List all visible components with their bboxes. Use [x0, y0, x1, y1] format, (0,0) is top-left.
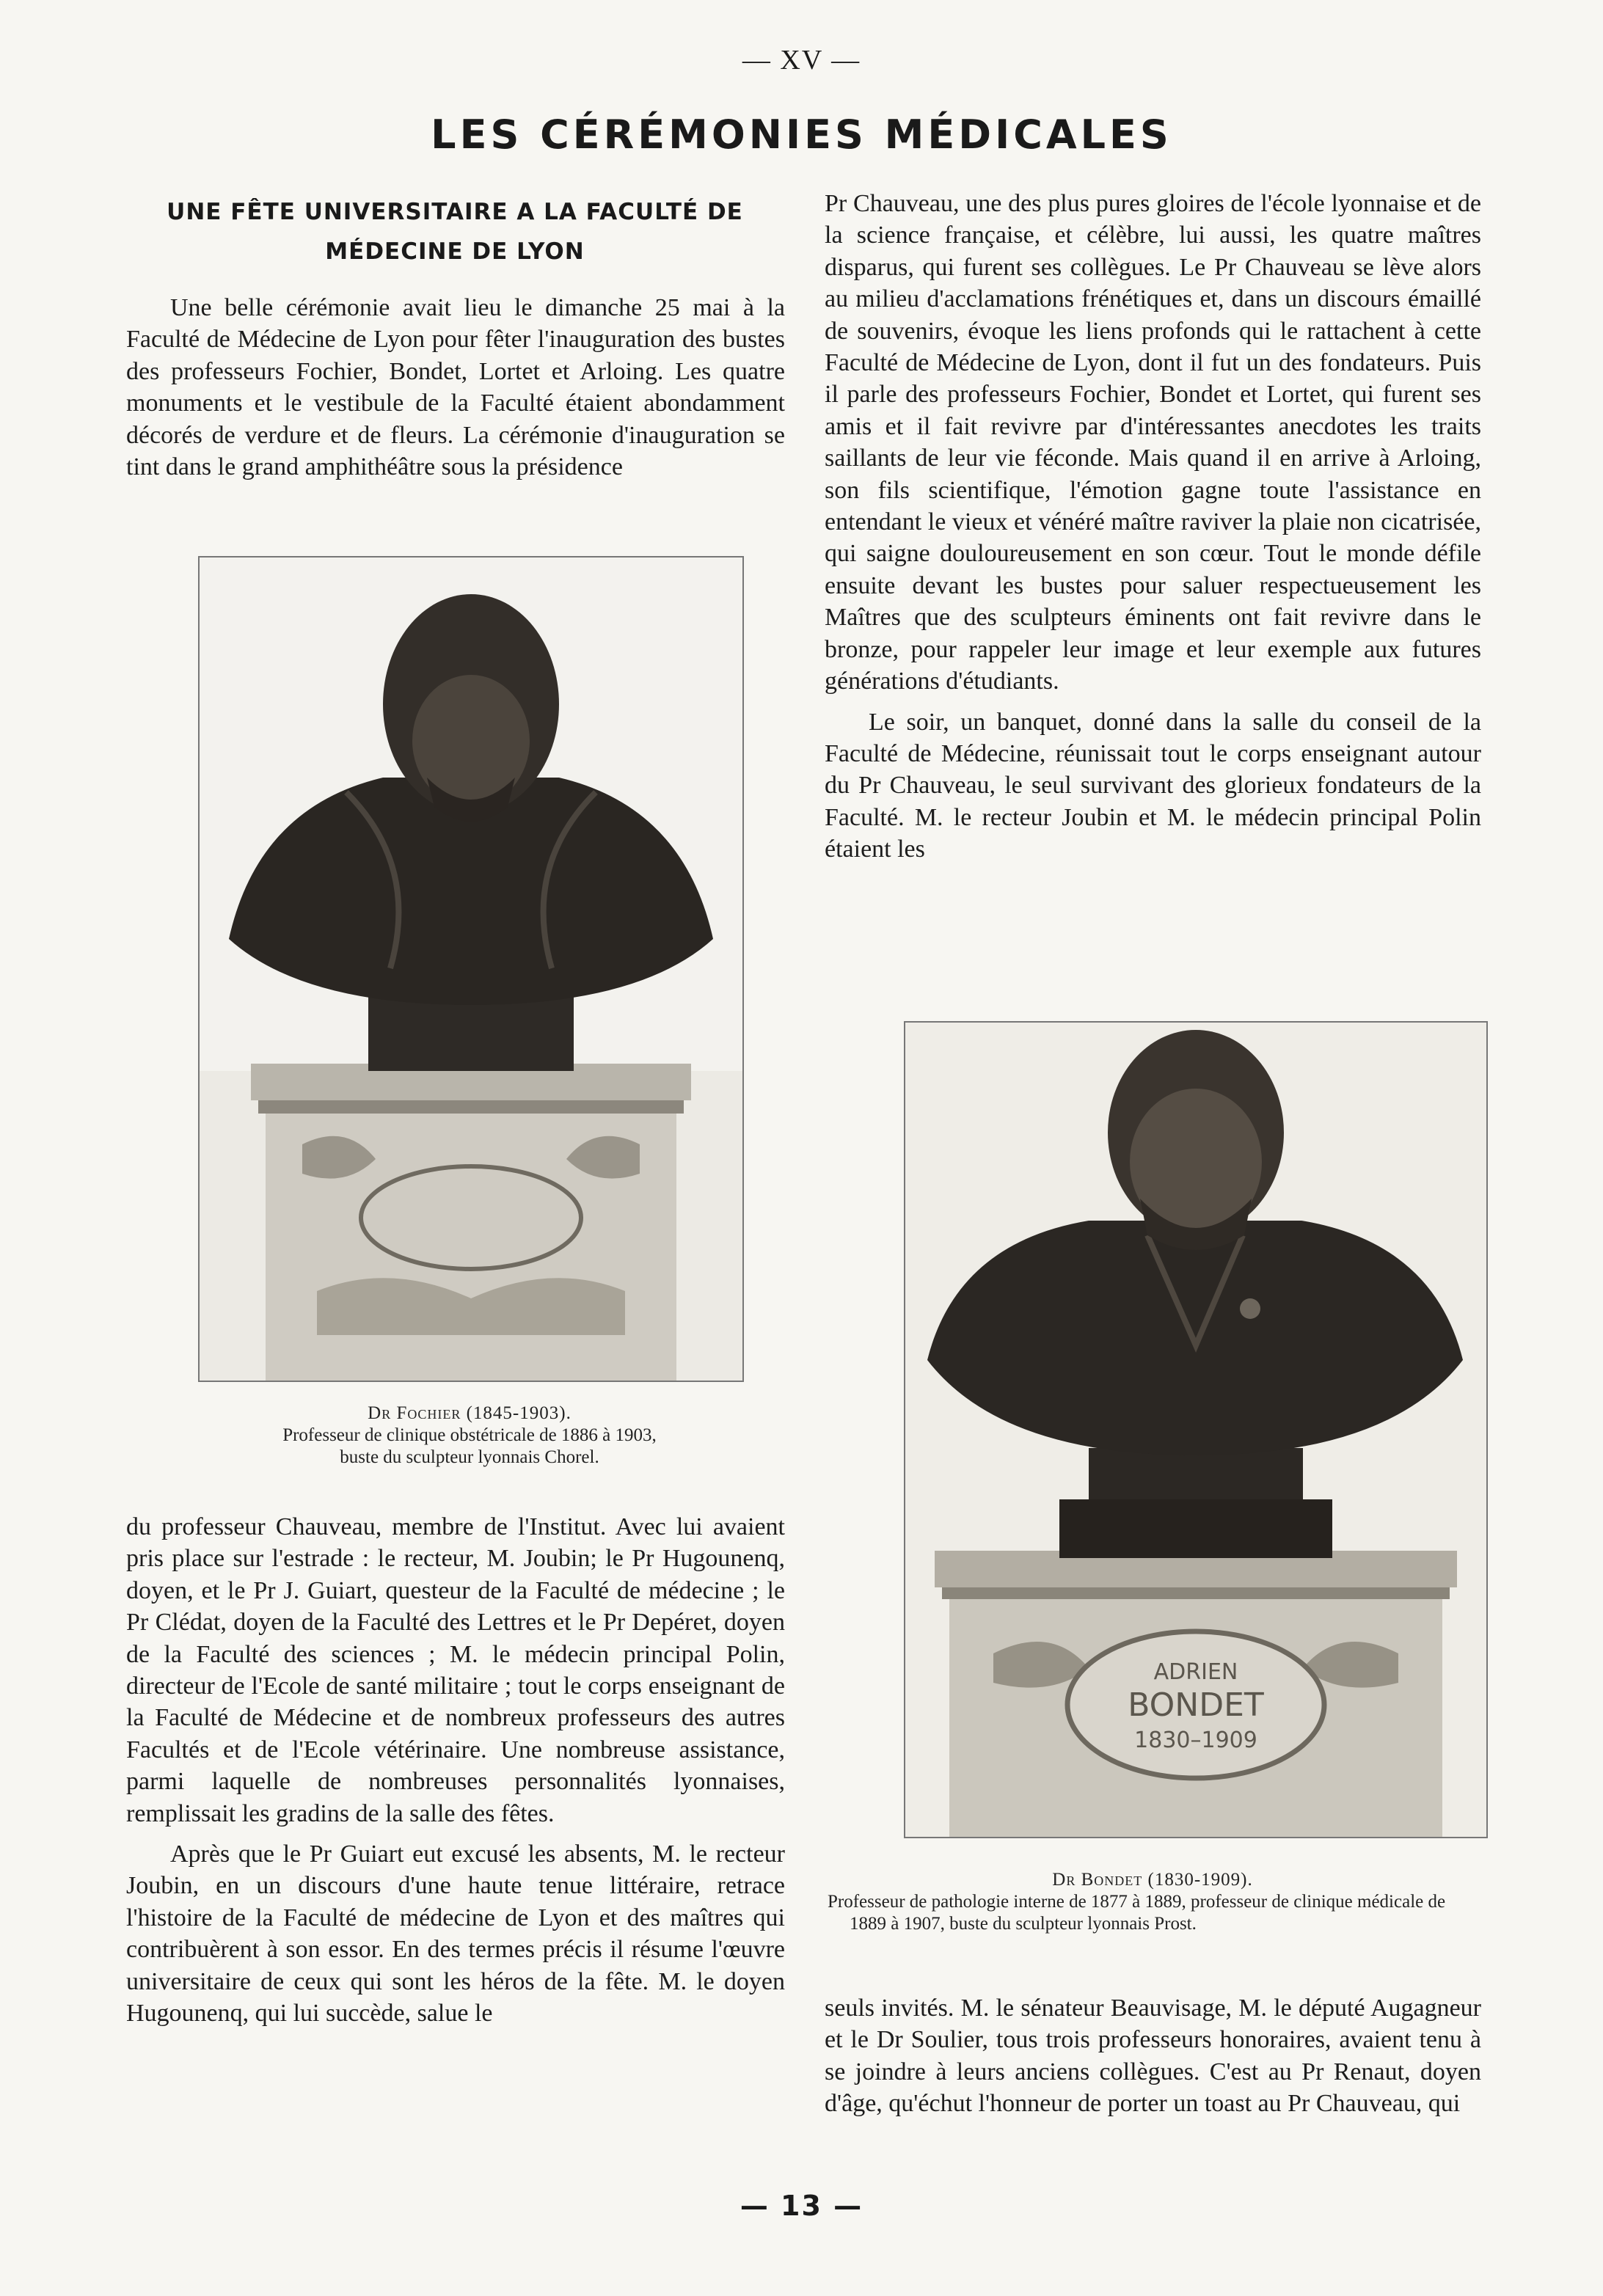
- left-column-bottom: [126, 1511, 785, 2039]
- article-heading: UNE FÊTE UNIVERSITAIRE A LA FACULTÉ DE MÉDECINE DE LYON: [167, 199, 743, 265]
- plaque-line2: BONDET: [1128, 1686, 1264, 1724]
- page-number: — 13 —: [740, 2190, 863, 2222]
- paragraph-chauveau-continued: Pr Chauveau, une des plus pures gloires de l'école lyonnaise et de la science française, et célèbre, lui aussi, les quatre maîtres disparus, qui furent ses collègues. Le Pr Chauveau se lève alors au milieu d'acclamations frénétiques et, dans un discours émaillé de souvenirs, évoque les liens profonds qui le rattachent à cette Faculté de Médecine de Lyon, dont il fut un des fondateurs. Puis il parle des professeurs Fochier, Bondet et Lortet, qui furent ses amis et il fait revivre par d'intéressantes anecdotes les traits saillants de leur vie féconde. Mais quand il en arrive à Arloing, son fils scientifique, l'émotion gagne toute l'assistance en entendant le vieux et vénéré maître raviver la plaie non cicatrisée, qui saigne douloureusement en son cœur. Tout le monde défile ensuite devant les bustes pour saluer respectueusement les Maîtres que des sculpteurs éminents ont fait revivre dans le bronze, pour rappeler leur image et leur exemple aux futures générations d'étudiants.: [825, 190, 1481, 695]
- plaque-line3: 1830–1909: [1134, 1728, 1257, 1753]
- photo-bust-bondet: [904, 1021, 1488, 1838]
- photo-bust-fochier: [198, 556, 744, 1382]
- page-title: LES CÉRÉMONIES MÉDICALES: [431, 111, 1172, 158]
- folio-roman: — XV —: [742, 45, 861, 76]
- caption-bondet-name: Dr Bondet (1830-1909).: [1052, 1870, 1253, 1890]
- caption-bondet-body: Professeur de pathologie interne de 1877 à 1889, professeur de clinique médicale de 1889 à 1907, buste du sculpteur lyonnais Prost.: [828, 1892, 1446, 1934]
- right-column-bottom: [825, 1992, 1481, 2129]
- paragraph-discours-recteur: Après que le Pr Guiart eut excusé les absents, M. le recteur Joubin, en un discours d'une haute tenue littéraire, retrace l'histoire de la Faculté de médecine de Lyon et des maîtres qui contribuèrent à son essor. En des termes précis il résume l'œuvre universitaire de ceux qui sont les héros de la fête. M. le doyen Hugounenq, qui lui succède, salue le: [126, 1840, 785, 2028]
- paragraph-intro: Une belle cérémonie avait lieu le dimanche 25 mai à la Faculté de Médecine de Lyon pour fêter l'inauguration des bustes des professeurs Fochier, Bondet, Lortet et Arloing. Les quatre monuments et le vestibule de la Faculté étaient abondamment décorés de verdure et de fleurs. La cérémonie d'inauguration se tint dans le grand amphithéâtre sous la présidence: [126, 294, 785, 481]
- left-column-top: [126, 292, 785, 491]
- paragraph-invites: seuls invités. M. le sénateur Beauvisage, M. le député Augagneur et le Dr Soulier, tous trois professeurs honoraires, avaient tenu à se joindre à leurs anciens collègues. C'est au Pr Renaut, doyen d'âge, qu'échut l'honneur de porter un toast au Pr Chauveau, qui: [825, 1995, 1481, 2118]
- plaque-line1: ADRIEN: [1153, 1659, 1238, 1685]
- paragraph-presidence-continued: du professeur Chauveau, membre de l'Institut. Avec lui avaient pris place sur l'estrade : le recteur, M. Joubin; le Pr Hugounenq, doyen, et le Pr J. Guiart, questeur de la Faculté de médecine ; le Pr Clédat, doyen de la Faculté des Lettres et le Pr Depéret, doyen de la Faculté des sciences ; M. le médecin principal Polin, directeur de l'Ecole de santé militaire ; tout le corps enseignant de la Faculté de Médecine et de nombreux professeurs des autres Facultés et de l'Ecole vétérinaire. Une nombreuse assistance, parmi laquelle de nombreuses personnalités lyonnaises, remplissait les gradins de la salle des fêtes.: [126, 1513, 785, 1827]
- caption-fochier-name: Dr Fochier (1845-1903).: [368, 1403, 572, 1423]
- caption-fochier-line3: buste du sculpteur lyonnais Chorel.: [340, 1447, 599, 1467]
- bust-bondet-illustration: [905, 1023, 1486, 1837]
- right-column-top: [825, 188, 1481, 874]
- paragraph-banquet: Le soir, un banquet, donné dans la salle du conseil de la Faculté de Médecine, réunissait tout le corps enseignant autour du Pr Chauveau, le seul survivant des glorieux fondateurs de la Faculté. M. le recteur Joubin et M. le médecin principal Polin étaient les: [825, 708, 1481, 863]
- caption-bondet: [820, 1869, 1485, 1935]
- caption-fochier: [147, 1403, 792, 1469]
- bust-fochier-illustration: [200, 557, 742, 1381]
- caption-fochier-line2: Professeur de clinique obstétricale de 1886 à 1903,: [282, 1425, 657, 1445]
